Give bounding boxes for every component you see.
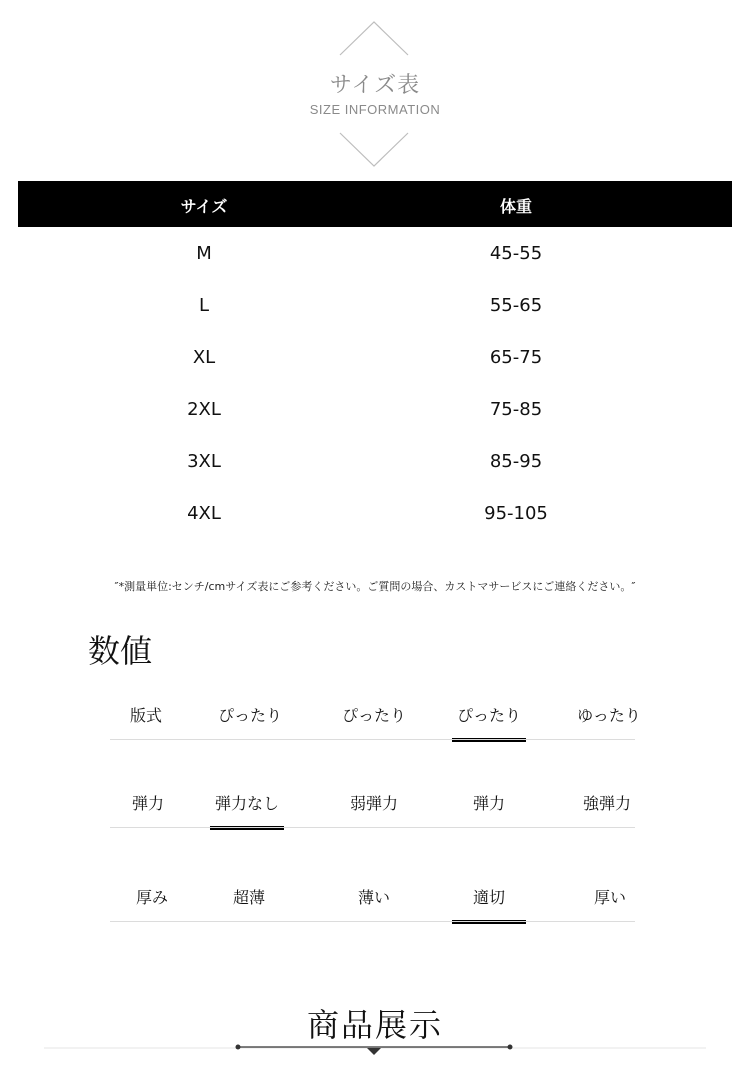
rating-row-fit (110, 690, 641, 740)
table-row (18, 487, 732, 539)
measurement-note: ″*測量単位:センチ/cmサイズ表にご参考ください。ご質問の場合、カストマサービスにご連絡ください。″ (114, 580, 636, 593)
showcase-divider-decoration (0, 1036, 750, 1060)
table-row (18, 227, 732, 279)
weight-cell: 65-75 (489, 347, 543, 368)
column-header-size: サイズ (180, 197, 228, 216)
row-divider (110, 827, 635, 828)
rating-option: 弱弾力 (349, 794, 399, 813)
rating-option: 強弾力 (582, 794, 632, 813)
product-showcase-title: 商品展示 (306, 1006, 443, 1044)
weight-cell: 95-105 (484, 503, 548, 524)
rating-option: ぴったり (341, 706, 407, 725)
rating-row-thickness (110, 872, 635, 922)
size-info-header (0, 0, 750, 175)
table-row (18, 383, 732, 435)
section-title-values: 数値 (88, 632, 153, 670)
rating-label: 版式 (129, 706, 163, 725)
rating-option: 厚い (593, 888, 627, 907)
weight-cell: 45-55 (489, 243, 543, 264)
triangle-down-icon (367, 1048, 381, 1055)
size-cell: 3XL (187, 451, 221, 472)
weight-cell: 55-65 (489, 295, 543, 316)
table-row (18, 435, 732, 487)
header-title: サイズ表 (329, 73, 421, 98)
rating-option: ぴったり (217, 706, 283, 725)
column-header-weight: 体重 (499, 197, 533, 216)
row-divider (110, 921, 635, 922)
rating-option: ゆったり (577, 706, 641, 725)
rating-option: 超薄 (232, 888, 266, 907)
size-table (18, 181, 732, 539)
size-cell: XL (192, 347, 216, 368)
table-row (18, 331, 732, 383)
weight-cell: 85-95 (489, 451, 543, 472)
size-cell: 2XL (187, 399, 221, 420)
table-row (18, 279, 732, 331)
rating-row-elasticity (110, 778, 635, 828)
size-cell: 4XL (187, 503, 221, 524)
rating-option: 適切 (473, 872, 505, 922)
rating-option: 弾力 (472, 794, 506, 813)
dot-icon (508, 1045, 513, 1050)
size-cell: L (198, 295, 210, 316)
dot-icon (236, 1045, 241, 1050)
rating-option: 弾力なし (215, 778, 279, 828)
rating-label: 弾力 (131, 794, 165, 813)
rating-label: 厚み (135, 888, 169, 907)
rating-option: ぴったり (457, 690, 521, 740)
size-table-header (18, 181, 732, 227)
header-subtitle: SIZE INFORMATION (309, 102, 441, 117)
weight-cell: 75-85 (489, 399, 543, 420)
size-cell: M (196, 243, 212, 264)
row-divider (110, 739, 635, 740)
rating-option: 薄い (357, 888, 391, 907)
